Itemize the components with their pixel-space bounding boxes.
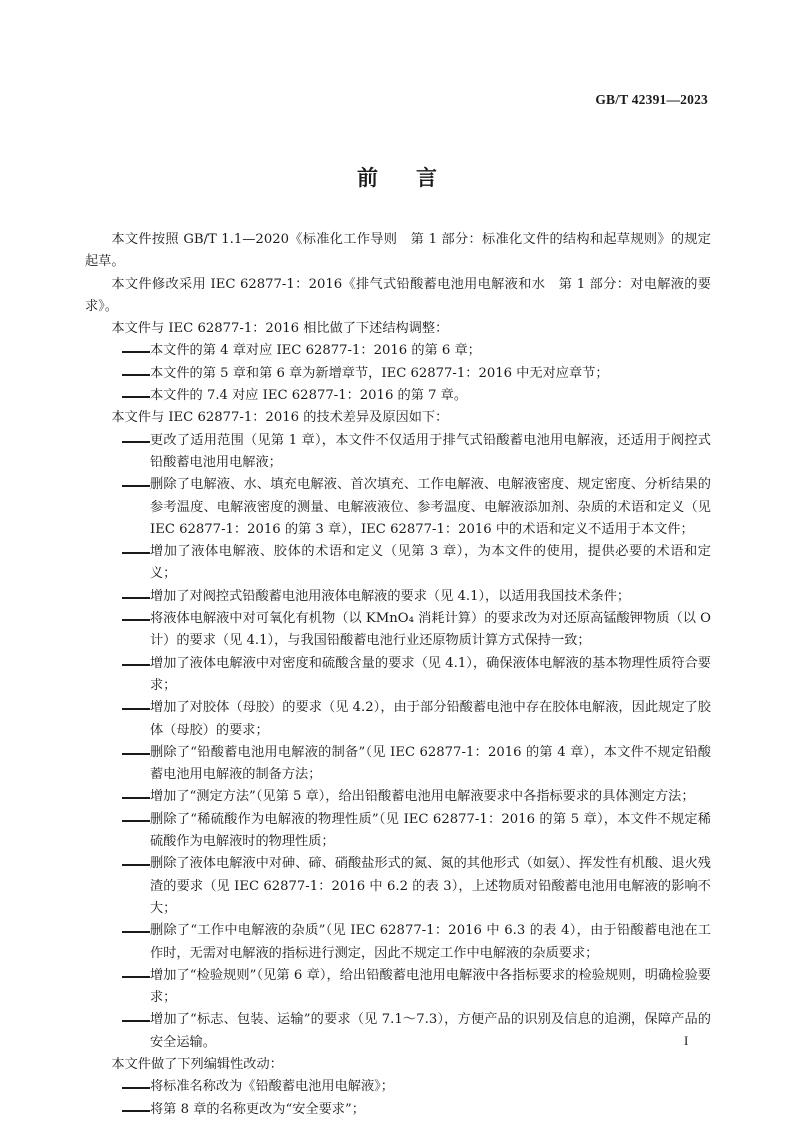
text: 本文件与 IEC 62877-1：2016 的技术差异及原因如下： [111, 410, 449, 426]
list-dash [122, 708, 150, 710]
list-item [85, 340, 711, 362]
text: 本文件的第 5 章和第 6 章为新增章节，IEC 62877-1：2016 中无对应章节； [150, 365, 609, 381]
list-dash [122, 753, 150, 755]
list-item [85, 653, 711, 698]
list-dash [122, 485, 150, 487]
list-item [85, 474, 711, 541]
list-item [85, 920, 711, 965]
text: 将第 8 章的名称更改为“安全要求”； [150, 1101, 365, 1117]
list-dash [122, 664, 150, 666]
text: 删除了“稀硫酸作为电解液的物理性质”（见 IEC 62877-1：2016 的第 5 章），本文件不规定稀硫酸作为电解液时的物理性质； [150, 811, 711, 850]
list-dash [122, 1110, 150, 1112]
text: 本文件与 IEC 62877-1：2016 相比做了下述结构调整： [111, 321, 449, 337]
text: 增加了“标志、包装、运输”的要求（见 7.1～7.3），方便产品的识别及信息的追溯，保障产品的安全运输。 [150, 1012, 711, 1050]
list-dash [122, 976, 150, 978]
list-item [85, 786, 711, 808]
list-item [85, 385, 711, 407]
list-dash [122, 1087, 150, 1089]
list-dash [122, 351, 150, 353]
list-item [85, 809, 711, 854]
text: 增加了对阀控式铅酸蓄电池用液体电解液的要求（见 4.1），以适用我国技术条件； [150, 588, 631, 604]
text: 更改了适用范围（见第 1 章），本文件不仅适用于排气式铅酸蓄电池用电解液，还适用于阀控式铅酸蓄电池用电解液； [150, 432, 711, 470]
text: 删除了“铅酸蓄电池用电解液的制备”（见 IEC 62877-1：2016 的第 4 章），本文件不规定铅酸蓄电池用电解液的制备方法； [150, 744, 711, 783]
paragraph [85, 274, 711, 319]
list-dash [122, 931, 150, 933]
paragraph [85, 1054, 711, 1076]
body-content [85, 229, 711, 1121]
text: 将标准名称改为《铅酸蓄电池用电解液》； [150, 1079, 394, 1095]
list-item [85, 608, 711, 653]
list-item [85, 363, 711, 385]
standard-code: GB/T 42391—2023 [595, 92, 708, 107]
list-item [85, 853, 711, 920]
text: 增加了对胶体（母胶）的要求（见 4.2），由于部分铅酸蓄电池中存在胶体电解液，因此规定了胶体（母胶）的要求； [150, 700, 711, 738]
list-item [85, 1009, 711, 1054]
list-item [85, 1099, 711, 1121]
list-item [85, 697, 711, 742]
text: 增加了液体电解液、胶体的术语和定义（见第 3 章），为本文件的使用，提供必要的术语和定义； [150, 544, 711, 582]
list-dash [122, 797, 150, 799]
text: 增加了“检验规则”（见第 6 章），给出铅酸蓄电池用电解液中各指标要求的检验规则，明确检验要求； [150, 967, 711, 1006]
list-item [85, 430, 711, 475]
list-dash [122, 619, 150, 621]
list-item [85, 965, 711, 1010]
paragraph [85, 229, 711, 274]
paragraph [85, 318, 711, 340]
text: 将液体电解液中对可氧化有机物（以 KMnO₄ 消耗计算）的要求改为对还原高锰酸钾物质（以 O 计）的要求（见 4.1），与我国铅酸蓄电池行业还原物质计算方式保持一致； [150, 611, 711, 649]
page-title: 前言 [357, 166, 475, 190]
list-dash [122, 864, 150, 866]
list-dash [122, 820, 150, 822]
list-dash [122, 396, 150, 398]
text: 增加了“测定方法”（见第 5 章），给出铅酸蓄电池用电解液要求中各指标要求的具体测定方法； [150, 789, 695, 805]
list-dash [122, 552, 150, 554]
paragraph [85, 407, 711, 429]
list-item [85, 742, 711, 787]
text: 删除了电解液、水、填充电解液、首次填充、工作电解液、电解液密度、规定密度、分析结果的参考温度、电解液密度的测量、电解液液位、参考温度、电解液添加剂、杂质的术语和定义（见 IEC 62877-1：2016 的第 3 章），IEC 62877-1：2016 中的术语和定义不适用于本文件； [150, 477, 711, 537]
text: 本文件修改采用 IEC 62877-1：2016《排气式铅酸蓄电池用电解液和水 第 1 部分：对电解液的要求》。 [85, 276, 711, 314]
text: 本文件的 7.4 对应 IEC 62877-1：2016 的第 7 章。 [150, 388, 468, 404]
text: 本文件的第 4 章对应 IEC 62877-1：2016 的第 6 章； [150, 343, 481, 359]
list-item [85, 541, 711, 586]
list-dash [122, 441, 150, 443]
text: 删除了液体电解液中对砷、碲、硝酸盐形式的氮、氮的其他形式（如氨）、挥发性有机酸、退火残渣的要求（见 IEC 62877-1：2016 中 6.2 的表 3），上述物质对铅酸蓄电池用电解液的影响不大； [150, 856, 711, 916]
list-item [85, 1076, 711, 1098]
text: 本文件做了下列编辑性改动： [111, 1056, 283, 1072]
list-dash [122, 1020, 150, 1022]
text: 删除了“工作中电解液的杂质”（见 IEC 62877-1：2016 中 6.3 的表 4），由于铅酸蓄电池在工作时，无需对电解液的指标进行测定，因此不规定工作中电解液的杂质要求； [150, 923, 711, 961]
list-dash [122, 597, 150, 599]
text: 增加了液体电解液中对密度和硫酸含量的要求（见 4.1），确保液体电解液的基本物理性质符合要求； [150, 655, 711, 693]
list-dash [122, 374, 150, 376]
page-number: I [684, 1033, 689, 1048]
text: 本文件按照 GB/T 1.1—2020《标准化工作导则 第 1 部分：标准化文件的结构和起草规则》的规定起草。 [85, 232, 711, 270]
list-item [85, 586, 711, 608]
